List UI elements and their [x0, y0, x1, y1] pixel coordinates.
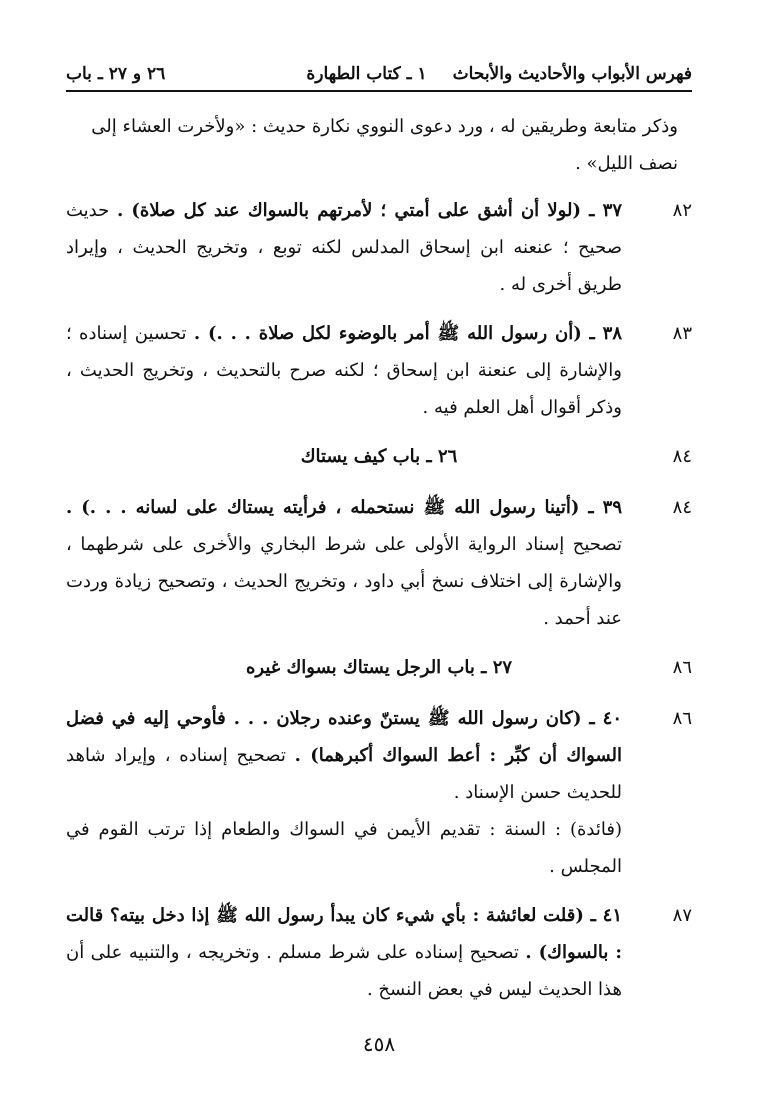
index-entry-40	[66, 700, 692, 885]
header-index-title: فهرس الأبواب والأحاديث والأبحاث	[452, 64, 692, 84]
entry-page-number: ٨٣	[672, 323, 692, 344]
page-number: ٤٥٨	[362, 1032, 396, 1056]
entry-text	[66, 315, 622, 426]
entry-text	[66, 192, 622, 303]
entry-text	[66, 700, 622, 885]
hadith-title: ٤١ ـ (قلت لعائشة : بأي شيء كان يبدأ رسول الله ﷺ إذا دخل بيته؟ قالت : بالسواك) .	[66, 905, 622, 963]
hadith-title: ٣٧ ـ (لولا أن أشق على أمتي ؛ لأمرتهم بالسواك عند كل صلاة) .	[116, 200, 622, 221]
entry-text	[66, 489, 622, 637]
running-header	[66, 58, 692, 92]
section-page-number: ٨٤	[672, 446, 692, 467]
index-entry-37	[66, 192, 692, 303]
index-body	[66, 108, 692, 1020]
entry-page-number: ٨٢	[672, 200, 692, 221]
entry-text	[66, 897, 622, 1008]
entry-page-number: ٨٤	[672, 497, 692, 518]
hadith-commentary: تصحيح إسناد الرواية الأولى على شرط البخاري والأخرى على شرطهما ، والإشارة إلى اختلاف نسخ أبي داود ، وتخريج الحديث ، وتصحيح زيادة وردت عند أحمد .	[66, 534, 622, 629]
entry-page-number: ٨٦	[672, 708, 692, 729]
hadith-title: ٤٠ ـ (كان رسول الله ﷺ يستنّ وعنده رجلان . . . فأوحي إليه في فضل السواك أن كبِّر : أعط السواك أكبرهما) .	[66, 708, 623, 766]
section-title: ٢٦ ـ باب كيف يستاك	[300, 446, 458, 467]
header-right-group	[306, 64, 692, 84]
section-page-number: ٨٦	[672, 657, 692, 678]
hadith-title: ٣٨ ـ (أن رسول الله ﷺ أمر بالوضوء لكل صلاة . . .) .	[193, 323, 622, 344]
section-heading-27	[66, 649, 692, 686]
header-book-title: ١ ـ كتاب الطهارة	[306, 64, 427, 84]
section-heading-26	[66, 438, 692, 475]
index-entry-38	[66, 315, 692, 426]
index-entry-39	[66, 489, 692, 637]
benefit-note: (فائدة) : السنة : تقديم الأيمن في السواك والطعام إذا ترتب القوم في المجلس .	[66, 819, 622, 877]
section-title: ٢٧ ـ باب الرجل يستاك بسواك غيره	[245, 657, 513, 678]
header-chapters: ٢٦ و ٢٧ ـ باب	[66, 64, 166, 84]
hadith-commentary: تصحيح إسناده على شرط مسلم . وتخريجه ، والتنبيه على أن هذا الحديث ليس في بعض النسخ .	[66, 942, 622, 1000]
hadith-commentary: تحسين إسناده ؛ والإشارة إلى عنعنة ابن إسحاق ؛ لكنه صرح بالتحديث ، وتخريج الحديث ، وذكر أقوال أهل العلم فيه .	[66, 323, 622, 418]
hadith-commentary: تصحيح إسناده ، وإيراد شاهد للحديث حسن الإسناد .	[66, 745, 622, 803]
index-entry-41	[66, 897, 692, 1008]
continuation-text: وذكر متابعة وطريقين له ، ورد دعوى النووي نكارة حديث : «ولأخرت العشاء إلى نصف الليل» .	[91, 116, 678, 174]
hadith-title: ٣٩ ـ (أتينا رسول الله ﷺ نستحمله ، فرأيته يستاك على لسانه . . .) .	[66, 497, 622, 518]
entry-page-number: ٨٧	[672, 905, 692, 926]
hadith-commentary: حديث صحيح ؛ عنعنه ابن إسحاق المدلس لكنه توبع ، وتخريج الحديث ، وإيراد طريق أخرى له .	[66, 200, 622, 295]
